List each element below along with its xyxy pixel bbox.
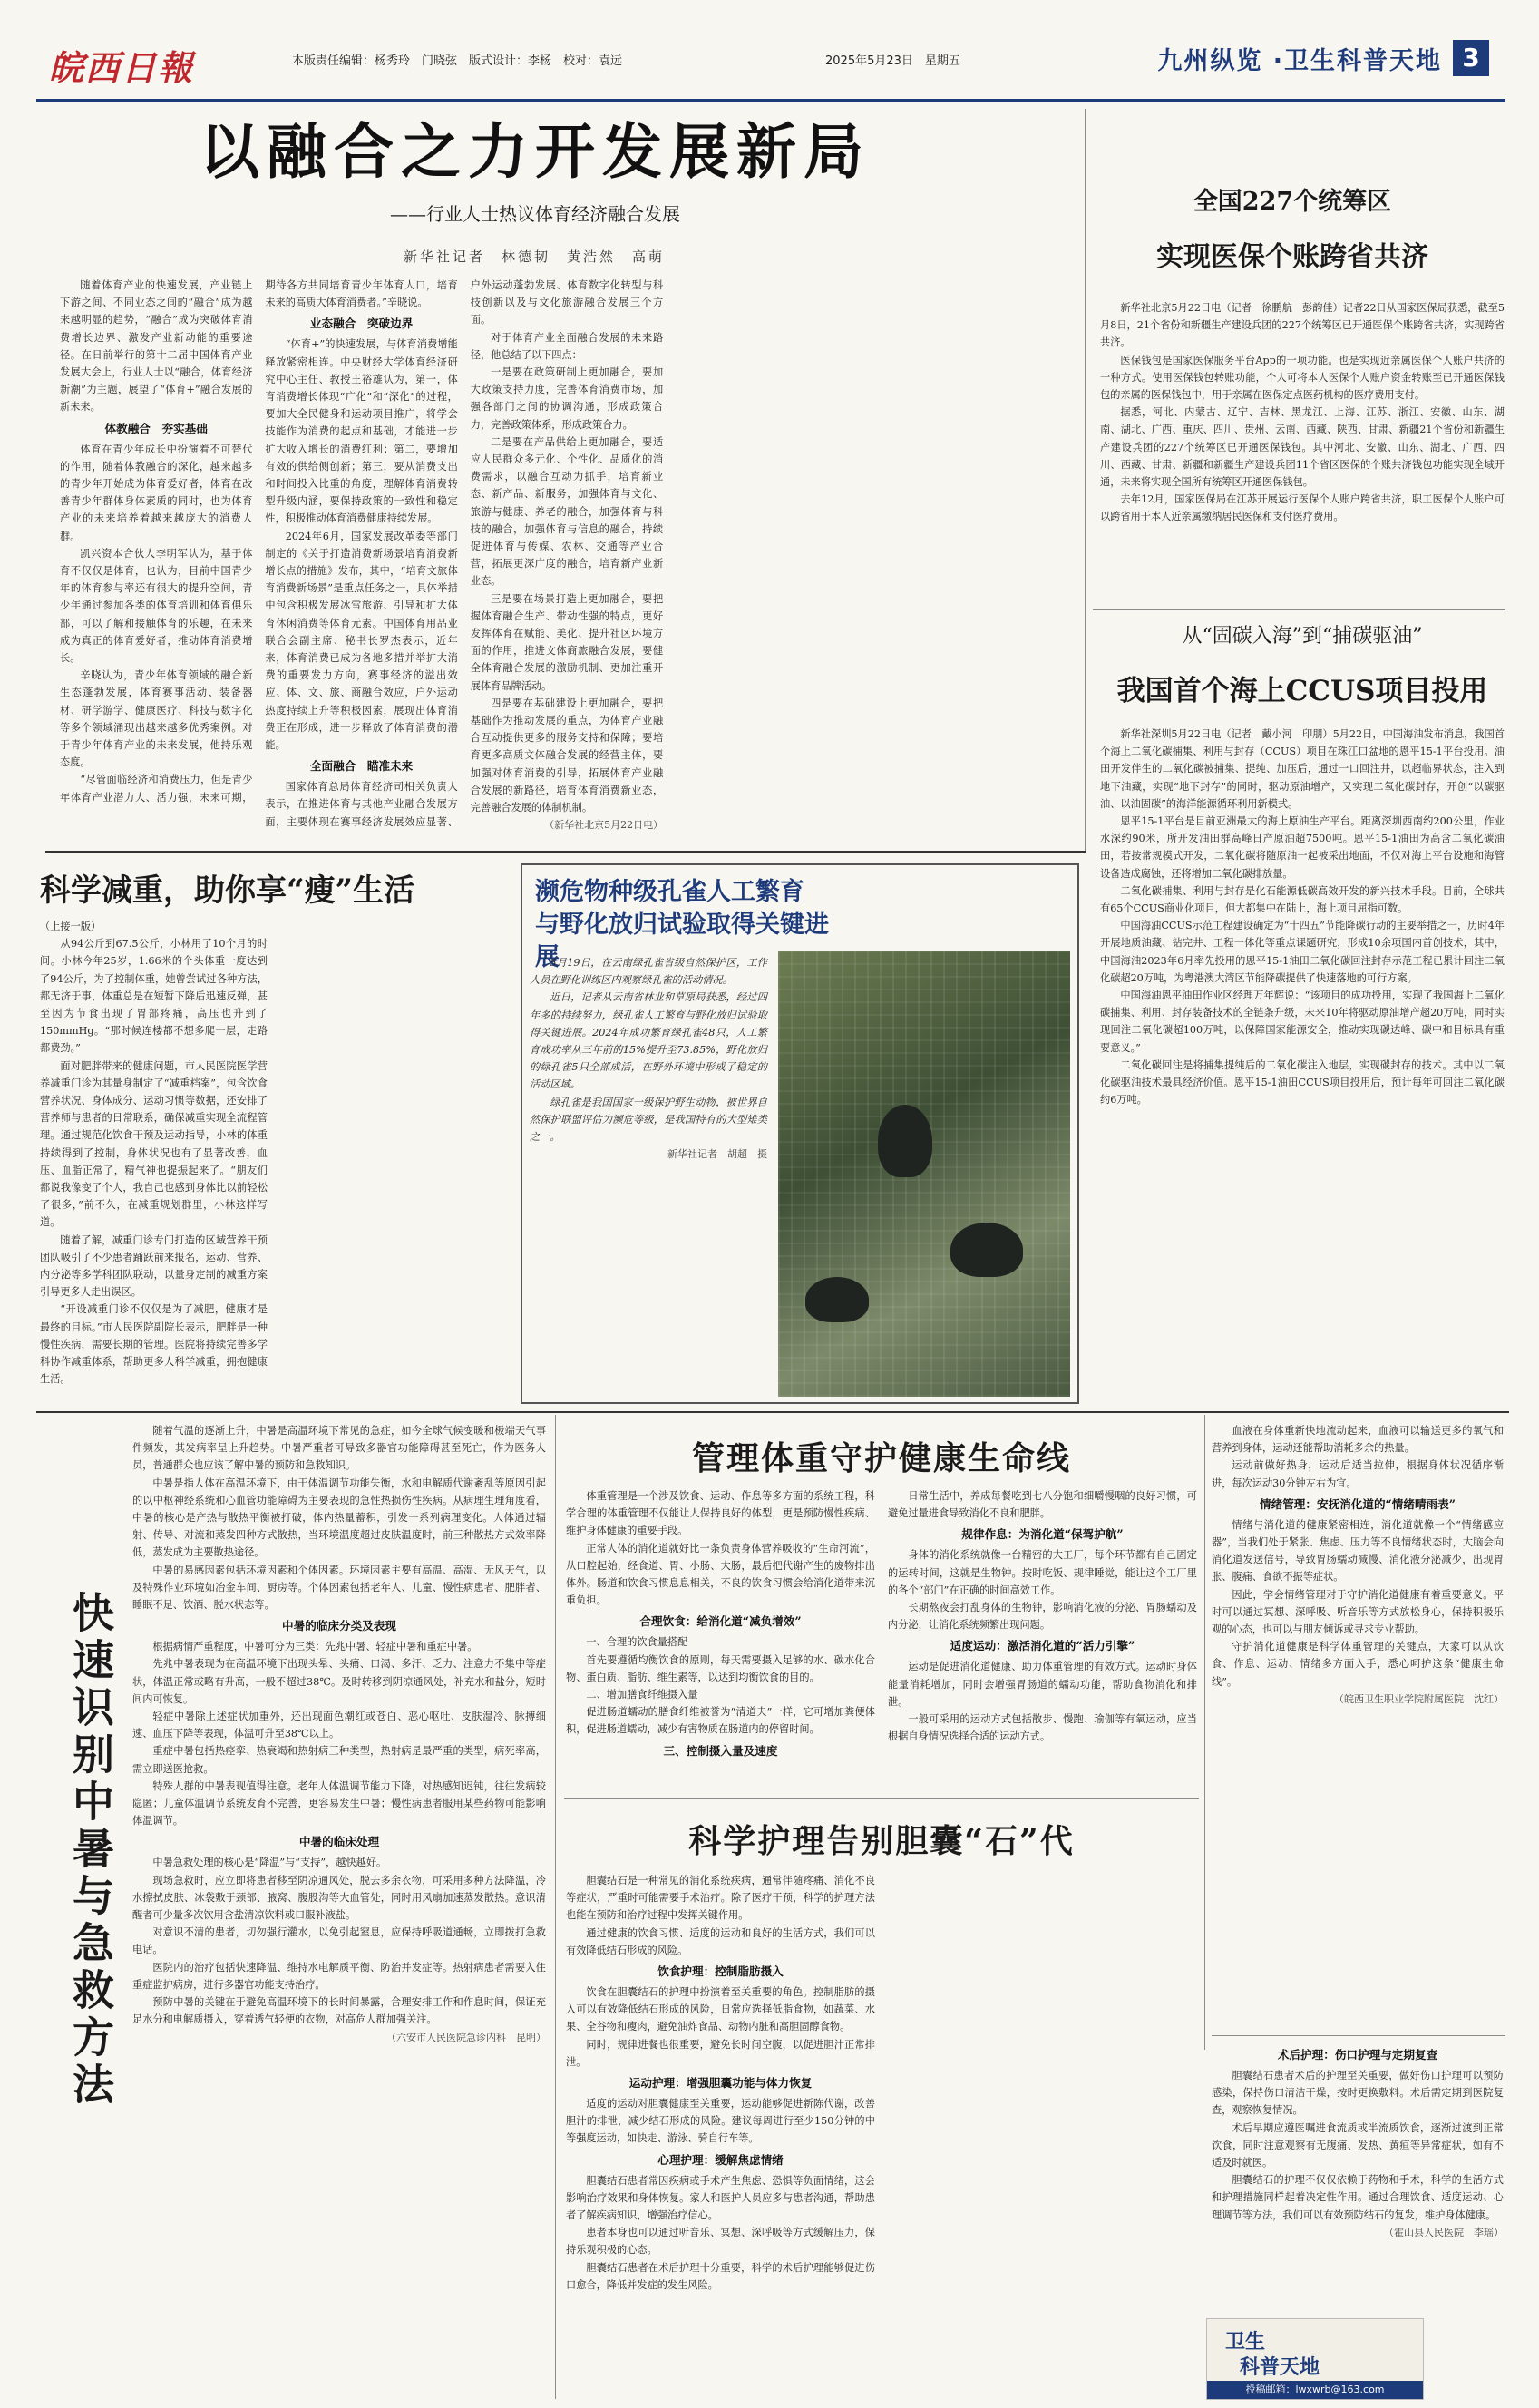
a3-kicker: 从“固碳入海”到“捕碳驱油” [1182, 625, 1423, 648]
divider [36, 1411, 1509, 1413]
column-tag-line1: 卫生 [1225, 2330, 1266, 2354]
a1-subhead: 全面融合 瞄准未来 [309, 759, 414, 774]
a6-paragraph: 随着气温的逐渐上升，中暑是高温环境下常见的急症，如今全球气候变暖和极端天气事件频发，其发病率呈上升趋势。中暑严重者可导致多器官功能障碍甚至死亡，作为医务人员，普通群众也应该了解中暑的预防和急救知识。 [132, 1425, 546, 1472]
peacock-figure [805, 1277, 869, 1322]
newspaper-logo: 皖西日報 [49, 47, 195, 88]
a8-credit: （霍山县人民医院 李瑶） [1384, 2226, 1504, 2238]
a7-subhead: 适度运动：激活消化道的“活力引擎” [950, 1639, 1135, 1653]
a7-subhead: 三、控制摄入量及速度 [663, 1743, 778, 1758]
a5-caption [530, 954, 767, 1399]
column-divider [555, 1415, 556, 2399]
a6-paragraph: 特殊人群的中暑表现值得注意。老年人体温调节能力下降，对热感知迟钝，往往发病较隐匿；儿童体温调节系统发育不完善，更容易发生中暑；慢性病患者服用某些药物可能影响体温调节。 [132, 1779, 546, 1828]
a6-paragraph: 重症中暑包括热痉挛、热衰竭和热射病三种类型，热射病是最严重的类型，病死率高，需立即送医抢救。 [132, 1745, 546, 1775]
submission-email: 投稿邮箱：lwxwrb@163.com [1207, 2381, 1423, 2399]
a7-paragraph: 体重管理是一个涉及饮食、运动、作息等多方面的系统工程，科学合理的体重管理不仅能让人保持良好的体型，更是预防慢性疾病、维护身体健康的重要手段。 [566, 1490, 875, 1537]
a3-paragraph: 中国海油CCUS示范工程建设确定为“十四五”节能降碳行动的主要举措之一，历时4年开展地质油藏、钻完井、工程一体化等重点课题研究，形成10余项国内首创技术，其中，中国海油2023年6月率先投用的恩平15-1油田二氧化碳回注封存示范工程已累计回注二氧化碳超20万吨，为粤港澳大湾区节能降碳提供了快速落地的可行方案。 [1100, 920, 1505, 984]
a8-paragraph: 胆囊结石的护理不仅仅依赖于药物和手术，科学的生活方式和护理措施同样起着决定性作用。通过合理饮食、适度运动、心理调节等方法，我们可以有效预防结石的复发，维护身体健康。 [1212, 2174, 1504, 2221]
a1-body [60, 277, 1074, 839]
section-title: 九州纵览 ·卫生科普天地 [1157, 47, 1442, 75]
a7-title: 管理体重守护健康生命线 [691, 1439, 1071, 1477]
a2-paragraph: 去年12月，国家医保局在江苏开展运行医保个人账户跨省共济，职工医保个人账户可以跨省用于本人近亲属缴纳居民医保和支付医疗费用。 [1100, 493, 1505, 523]
a8-paragraph: 胆囊结石患者在术后护理十分重要，科学的术后护理能够促进伤口愈合，降低并发症的发生风险。 [566, 2261, 875, 2291]
a4-source: （上接一版） [40, 921, 102, 932]
a8-paragraph: 胆囊结石患者术后的护理至关重要，做好伤口护理可以预防感染，保持伤口清洁干燥，按时更换敷料。术后需定期到医院复查，观察恢复情况。 [1212, 2070, 1504, 2117]
a4-paragraph: 随着了解，减重门诊专门打造的区域营养干预团队吸引了不少患者踊跃前来报名，运动、营养、内分泌等多学科团队联动，以量身定制的减重方案引导更多人走出误区。 [40, 1233, 268, 1299]
a5-title-line1: 濒危物种级孔雀人工繁育 [535, 878, 804, 906]
a5-paragraph: 近日，记者从云南省林业和草原局获悉，经过四年多的持续努力，绿孔雀人工繁育与野化放归试验取得关键进展。2024年成功繁育绿孔雀48只，人工繁育成功率从三年前的15%提升至73.85%，野化放归的绿孔雀5只全部成活，在野外环境中形成了稳定的活动区域。 [530, 991, 767, 1091]
a8-subhead: 心理护理：缓解焦虑情绪 [657, 2152, 784, 2167]
column-divider [1085, 109, 1086, 853]
editor-credits: 本版责任编辑：杨秀玲 门晓弦 版式设计：李杨 校对：袁远 [292, 54, 623, 68]
a1-subhead: 业态融合 突破边界 [309, 317, 414, 331]
a1-paragraph: 三是要在场景打造上更加融合，要把握体育融合生产、带动性强的特点，更好发挥体育在赋能、美化、提升社区环境方面的作用，推进文体商旅融合发展，要健全体育融合发展的激励机制、更加注重开展体育品牌活动。 [470, 592, 664, 692]
a1-subtitle: ——行业人士热议体育经济融合发展 [390, 203, 680, 225]
a7-subhead: 规律作息：为消化道“保驾护航” [961, 1527, 1124, 1542]
a7-paragraph: 正常人体的消化道就好比一条负责身体营养吸收的“生命河流”，从口腔起始，经食道、胃、小肠、大肠，最后把代谢产生的废物排出体外。肠道和饮食习惯息息相关，不良的饮食习惯会给消化道带来沉重负担。 [566, 1542, 875, 1607]
a7-body [566, 1487, 1197, 1787]
a1-title: 以融合之力开发展新局 [200, 116, 871, 187]
a6-paragraph: 对意识不清的患者，切勿强行灌水，以免引起窒息，应保持呼吸道通畅，立即拨打急救电话。 [132, 1926, 546, 1956]
a7-subhead: 情绪管理：安抚消化道的“情绪晴雨表” [1260, 1496, 1456, 1511]
a7-paragraph: 运动是促进消化道健康、助力体重管理的有效方式。运动时身体能量消耗增加，同时会增强胃肠道的蠕动功能，帮助食物消化和排泄。 [888, 1661, 1197, 1708]
peacock-figure [950, 1223, 1023, 1277]
a2-paragraph: 医保钱包是国家医保服务平台App的一项功能。也是实现近亲属医保个人账户共济的一种方式。使用医保钱包转账功能，个人可将本人医保个人账户资金转账至已开通医保钱包的亲属的医保钱包中，用于亲属在医保定点医药机构的医疗费用支付。 [1100, 354, 1505, 402]
a8-paragraph: 胆囊结石是一种常见的消化系统疾病，通常伴随疼痛、消化不良等症状，严重时可能需要手术治疗。除了医疗干预，科学的护理方法也能在预防和治疗过程中发挥关键作用。 [566, 1875, 875, 1922]
a6-paragraph: 中暑的易感因素包括环境因素和个体因素。环境因素主要有高温、高湿、无风天气，以及特殊作业环境如冶金车间、厨房等。个体因素包括老年人、儿童、慢性病患者、肥胖者、睡眠不足、饮酒、脱水状态等。 [132, 1564, 546, 1612]
a7-paragraph: 首先要遵循均衡饮食的原则，每天需要摄入足够的水、碳水化合物、蛋白质、脂肪、维生素等，以达到均衡饮食的目的。 [566, 1653, 875, 1683]
a6-paragraph: 先兆中暑表现为在高温环境下出现头晕、头痛、口渴、多汗、乏力、注意力不集中等症状，体温正常或略有升高，一般不超过38℃。及时转移到阴凉通风处，补充水和盐分，短时间内可恢复。 [132, 1658, 546, 1705]
a7-paragraph: 守护消化道健康是科学体重管理的关键点，大家可以从饮食、作息、运动、情绪多方面入手，悉心呵护这条“健康生命线”。 [1212, 1641, 1504, 1688]
a3-paragraph: 中国海油恩平油田作业区经理万年辉说：“该项目的成功投用，实现了我国海上二氧化碳捕集、利用、封存装备技术的全链条升级，未来10年将驱动原油增产超20万吨，同时实现回注二氧化碳超100万吨，以保障国家能源安全，推动实现碳达峰、碳中和目标具有重要意义。” [1100, 990, 1505, 1054]
a1-paragraph: 四是要在基础建设上更加融合，要把基础作为推动发展的重点，为体育产业融合互动提供更多的服务支持和保障；要培育更多高质文体融合发展的经营主体，要加强对体育消费的引导，拓展体育产业融合发展的新路径，培育体育消费新业态，完善融合发展的体制机制。 [470, 697, 664, 814]
a1-paragraph: 2024年6月，国家发展改革委等部门制定的《关于打造消费新场景培育消费新增长点的措施》发布，其中，“培育文旅体育消费新场景”是重点任务之一，具体举措中包含积极发展冰雪旅游、引导和扩大体育休闲消费等体育元素。中国体育用品业联合会副主席、秘书长罗杰表示，近年来，体育消费已成为各地多措并举扩大消费的重要发力方向，赛事经济的溢出效应、体、文、旅、商融合效应，户外运动热度持续上升等积极因素，展现出体育消费正在形成，进一步释放了体育消费的潜能。 [265, 530, 458, 752]
a7-paragraph: 身体的消化系统就像一台精密的大工厂，每个环节都有自己固定的运转时间，这就是生物钟。按时吃饭、规律睡觉，能让这个工厂里的各个“部门”在正确的时间高效工作。 [888, 1549, 1197, 1596]
a4-paragraph: 面对肥胖带来的健康问题，市人民医院医学营养减重门诊为其量身制定了“减重档案”，包含饮食营养状况、身体成分、运动习惯等数据，还安排了营养师与患者的日常联系，确保减重实现全流程管理。通过规范化饮食干预及运动指导，小林的体重持续得到了控制，身体状况也有了显著改善，血压、血脂正常了，精气神也提振起来了。“朋友们都说我像变了个人，我自己也感到身体比以前轻松了很多，”前不久，在减重规划群里，小林这样写道。 [40, 1059, 268, 1229]
a3-title: 我国首个海上CCUS项目投用 [1116, 675, 1488, 707]
a8-paragraph: 适度的运动对胆囊健康至关重要，运动能够促进新陈代谢，改善胆汁的排泄，减少结石形成的风险。建议每周进行至少150分钟的中等强度运动，如快走、游泳、骑自行车等。 [566, 2098, 875, 2145]
a1-paragraph: 对于体育产业全面融合发展的未来路径，他总结了以下四点： [470, 331, 664, 361]
a6-credit: （六安市人民医院急诊内科 昆明） [386, 2031, 546, 2043]
a1-credit: （新华社北京5月22日电） [544, 819, 664, 832]
a5-paragraph: 5月19日，在云南绿孔雀省级自然保护区，工作人员在野化训练区内观察绿孔雀的活动情况。 [530, 957, 767, 987]
a5-title-line2: 与野化放归试验取得关键进展 [535, 911, 829, 971]
issue-date: 2025年5月23日 星期五 [825, 54, 960, 68]
a8-paragraph: 胆囊结石患者常因疾病或手术产生焦虑、恐惧等负面情绪，这会影响治疗效果和身体恢复。家人和医护人员应多与患者沟通，帮助患者了解疾病知识，增强治疗信心。 [566, 2174, 875, 2222]
a4-paragraph: “开设减重门诊不仅仅是为了减肥，健康才是最终的目标。”市人民医院副院长表示，肥胖是一种慢性疾病，需要长期的管理。医院将持续完善多学科协作减重体系，帮助更多人科学减重，拥抱健康生活。 [40, 1303, 268, 1386]
a8-paragraph: 患者本身也可以通过听音乐、冥想、深呼吸等方式缓解压力，保持乐观积极的心态。 [566, 2227, 875, 2257]
divider [1212, 2035, 1505, 2036]
a4-title: 科学减重，助你享“瘦”生活 [40, 873, 415, 909]
a7-paragraph: 长期熬夜会打乱身体的生物钟，影响消化液的分泌、胃肠蠕动及内分泌，让消化系统频繁出现问题。 [888, 1602, 1197, 1632]
a7-paragraph: 血液在身体重新快地流动起来，血液可以输送更多的氧气和营养到身体，运动还能帮助消耗多余的热量。 [1212, 1425, 1504, 1455]
a6-paragraph: 轻症中暑除上述症状加重外，还出现面色潮红或苍白、恶心呕吐、皮肤湿冷、脉搏细速、血压下降等表现，体温可升至38℃以上。 [132, 1711, 546, 1740]
a7-paragraph: 因此，学会情绪管理对于守护消化道健康有着重要意义。平时可以通过冥想、深呼吸、听音乐等方式放松身心，保持积极乐观的心态，也可以与朋友倾诉或寻求专业帮助。 [1212, 1588, 1504, 1636]
a1-paragraph: “尽管面临经济和消费压力，但是青少年体育产业潜力大、活力强，未来可期，期待各方共同培育青少年体育人口，培育未来的高质大体育消费者。”辛晓说。 [60, 279, 458, 804]
a1-paragraph: 二是要在产品供给上更加融合，要适应人民群众多元化、个性化、品质化的消费需求，以融合互动为抓手，培育新业态、新产品、新服务，加强体育与文化、旅游与健康、养老的融合，加强体育与科技的融合，加强体育与信息的融合，持续促进体育与传媒、农林、交通等产业合营，拓展更深广度的融合，培育新产业新业态。 [470, 435, 664, 588]
a1-byline: 新华社记者 林德韧 黄浩然 高萌 [404, 249, 666, 265]
a8-body-continued [1212, 2042, 1504, 2311]
a1-subhead: 体教融合 夯实基础 [104, 421, 208, 435]
a1-paragraph: 辛晓认为，青少年体育领域的融合新生态蓬勃发展，体育赛事活动、装备器材、研学游学、健康医疗、科技与数字化等多个领域涌现出越来越多优秀案例。对于青少年体育产业的未来发展，他持乐观态度。 [60, 669, 253, 769]
a5-paragraph: 绿孔雀是我国国家一级保护野生动物，被世界自然保护联盟评估为濒危等级，是我国特有的大型雉类之一。 [530, 1096, 767, 1144]
a3-paragraph: 新华社深圳5月22日电（记者 戴小河 印朋）5月22日，中国海油发布消息，我国首个海上二氧化碳捕集、利用与封存（CCUS）项目在珠江口盆地的恩平15-1平台投用。油田开发伴生的二氧化碳被捕集、提纯、加压后，通过一口回注井，以超临界状态，注入到地下油藏，实现“地下封存”的同时，驱动原油增产，又实现二氧化碳封存，开创“以碳驱油、以油固碳”的海洋能源循环利用新模式。 [1100, 728, 1505, 810]
a7-paragraph: 情绪与消化道的健康紧密相连，消化道就像一个“情绪感应器”，当我们处于紧张、焦虑、压力等不良情绪状态时，大脑会向消化道发送信号，导致胃肠蠕动减慢、消化液分泌减少，出现胃胀、腹痛、食欲不振等症状。 [1212, 1518, 1504, 1584]
a2-title-line1: 全国227个统筹区 [1193, 188, 1392, 216]
page-number: 3 [1453, 40, 1489, 76]
a2-paragraph: 据悉，河北、内蒙古、辽宁、吉林、黑龙江、上海、江苏、浙江、安徽、山东、湖南、湖北、广西、重庆、四川、贵州、云南、西藏、陕西、甘肃、新疆21个省份和新疆生产建设兵团的227个统筹区已开通医保钱包。其中河北、安徽、山东、湖北、广西、四川、西藏、甘肃、新疆和新疆生产建设兵团11个省区医保的个账共济钱包功能实现全域开通，未来将实现全国所有统筹区开通医保钱包。 [1100, 406, 1505, 489]
a3-paragraph: 恩平15-1平台是目前亚洲最大的海上原油生产平台。距离深圳西南约200公里，作业水深约90米，所开发油田群高峰日产原油超7500吨。恩平15-1油田为高含二氧化碳油田，若按常规模式开发，二氧化碳将随原油一起被采出地面，不仅对海上平台设施和海管设备造成腐蚀，还将增加二氧化碳排放量。 [1100, 815, 1505, 880]
a1-paragraph: “体育+”的快速发展，与体育消费增能释放紧密相连。中央财经大学体育经济研究中心主任、教授王裕雄认为，第一，体育消费增长体现“广化”和“深化”的过程，要加大全民健身和运动项目推广，将学会技能作为消费的起点和基础，才能进一步扩大收入增长的消费红利；第二，要增加有效的供给侧创新；第三，要从消费支出和时间投入比重的角度，理解体育消费转型升级内涵，要保持政策的一致性和稳定性，积极推动体育消费健康持续发展。 [265, 338, 458, 525]
peacock-figure [878, 1105, 932, 1177]
a7-body-continued [1212, 1422, 1504, 2030]
a6-paragraph: 中暑急救处理的核心是“降温”与“支持”，越快越好。 [152, 1857, 387, 1869]
a8-paragraph: 同时，规律进餐也很重要，避免长时间空腹，以促进胆汁正常排泄。 [566, 2038, 875, 2068]
a6-paragraph: 中暑是指人体在高温环境下，由于体温调节功能失衡，水和电解质代谢紊乱等原因引起的以中枢神经系统和心血管功能障碍为主要表现的急性热损伤性疾病。从病理生理角度看，中暑的核心是产热与散热平衡被打破，体内热量蓄积，引发一系列病理变化。人体通过辐射、传导、对流和蒸发四种方式散热，当环境温度超过皮肤温度时，前三种散热方式效率降低，蒸发成为主要散热途径。 [132, 1477, 546, 1559]
a7-paragraph: 促进肠道蠕动的膳食纤维被誉为“清道夫”一样，它可增加粪便体积，促进肠道蠕动，减少有害物质在肠道内的停留时间。 [566, 1706, 875, 1736]
a6-subhead: 中暑的临床处理 [298, 1835, 380, 1849]
a7-paragraph: 日常生活中，养成每餐吃到七八分饱和细嚼慢咽的良好习惯，可避免过量进食导致消化不良和肥胖。 [888, 1490, 1197, 1520]
masthead [36, 34, 1505, 102]
column-tag-line2: 科普天地 [1240, 2355, 1320, 2379]
a1-paragraph: 凯兴资本合伙人李明军认为，基于体育不仅仅是体育，也认为，目前中国青少年的体育参与率还有很大的提升空间，青少年通过参加各类的体育培训和体育俱乐部，可以了解和接触体育的乐趣，在未来成为真正的体育爱好者，推动体育消费增长。 [60, 547, 253, 665]
a7-credit: （皖西卫生职业学院附属医院 沈红） [1334, 1692, 1504, 1705]
a8-subhead: 饮食护理：控制脂肪摄入 [657, 1964, 784, 1979]
a2-paragraph: 新华社北京5月22日电（记者 徐鹏航 彭韵佳）记者22日从国家医保局获悉，截至5月8日，21个省份和新疆生产建设兵团的227个统筹区已开通医保个账跨省共济，实现跨省共济。 [1100, 302, 1505, 349]
a8-paragraph: 饮食在胆囊结石的护理中扮演着至关重要的角色。控制脂肪的摄入可以有效降低结石形成的风险，日常应选择低脂食物，如蔬菜、水果、全谷物和瘦肉，避免油炸食品、动物内脏和高胆固醇食物。 [566, 1986, 875, 2033]
a3-body [1100, 726, 1505, 1401]
a1-paragraph: 国家体育总局体育经济司相关负责人表示，在推进体育与其他产业融合发展方面，主要体现在赛事经济发展效应显著、户外运动蓬勃发展、体育数字化转型与科技创新以及与文化旅游融合发展三个方面。 [265, 279, 664, 828]
a1-title-block [82, 111, 1061, 198]
a5-photo-credit: 新华社记者 胡超 摄 [667, 1148, 767, 1161]
peacock-photo [778, 951, 1070, 1397]
a1-paragraph: 一是要在政策研制上更加融合，要加大政策支持力度，完善体育消费市场，加强各部门之间的协调沟通，形成政策合力，完善政策体系，形成政策合力。 [470, 366, 664, 431]
a7-paragraph: 一、合理的饮食量搭配 [586, 1636, 688, 1649]
a8-body [566, 1872, 1197, 2398]
a8-paragraph: 术后早期应遵医嘱进食流质或半流质饮食，逐渐过渡到正常饮食，同时注意观察有无腹痛、发热、黄疸等异常症状，如有不适及时就医。 [1212, 2121, 1504, 2169]
a4-paragraph: 从94公斤到67.5公斤，小林用了10个月的时间。小林今年25岁，1.66米的个头体重一度达到了94公斤，为了控制体重，她曾尝试过各种方法，都无济于事，体重总是在短暂下降后迅速反弹，甚至因为节食出现了胃部疼痛，高压也升到了150mmHg。“那时候连楼都不想多爬一层，走路都费劲。” [40, 938, 268, 1055]
a4-body [40, 918, 508, 1408]
a1-paragraph: 体育在青少年成长中扮演着不可替代的作用，随着体教融合的深化，越来越多的青少年开始成为体育爱好者，体育在改善青少年群体身体素质的同时，也为体育产业的未来培养着越来越庞大的消费人群。 [60, 443, 253, 542]
a8-paragraph: 通过健康的饮食习惯、适度的运动和良好的生活方式，我们可以有效降低结石形成的风险。 [566, 1926, 875, 1956]
a6-paragraph: 医院内的治疗包括快速降温、维持水电解质平衡、防治并发症等。热射病患者需要入住重症监护病房，进行多器官功能支持治疗。 [132, 1961, 546, 1991]
a3-paragraph: 二氧化碳捕集、利用与封存是化石能源低碳高效开发的新兴技术手段。目前，全球共有65个CCUS商业化项目，但大都集中在陆上，海上项目屈指可数。 [1100, 884, 1505, 915]
a5-title [535, 876, 843, 971]
a1-paragraph: 随着体育产业的快速发展，产业链上下游之间、不同业态之间的“融合”成为越来越明显的趋势，“融合”成为突破体育消费增长边界、激发产业新动能的重要途径。在日前举行的第十二届中国体育产业发展大会上，行业人士以“融合，体育经济新潮”为主题，展望了“体育+”融合发展的新未来。 [60, 279, 253, 414]
divider [45, 851, 1086, 853]
a8-subhead: 运动护理：增强胆囊功能与体力恢复 [628, 2076, 813, 2091]
a3-paragraph: 二氧化碳回注是将捕集提纯后的二氧化碳注入地层，实现碳封存的技术。其中以二氧化碳驱油技术最具经济价值。恩平15-1油田CCUS项目投用后，预计每年可回注二氧化碳约6万吨。 [1100, 1058, 1505, 1107]
a2-body [1100, 299, 1505, 599]
a6-subhead: 中暑的临床分类及表现 [282, 1619, 396, 1633]
a2-title-line2: 实现医保个账跨省共济 [1156, 241, 1428, 273]
a6-body [132, 1422, 546, 2393]
column-tag [1206, 2318, 1424, 2400]
a7-paragraph: 二、增加膳食纤维摄入量 [586, 1689, 698, 1701]
a7-subhead: 合理饮食：给消化道“减负增效” [639, 1614, 802, 1629]
a6-paragraph: 现场急救时，应立即将患者移至阴凉通风处，脱去多余衣物，可采用多种方法降温，冷水擦拭皮肤、冰袋敷于颈部、腋窝、腹股沟等大血管处，同时用风扇加速蒸发散热。意识清醒者可少量多次饮用含盐清凉饮料或口服补液盐。 [132, 1874, 546, 1922]
a8-subhead: 术后护理：伤口护理与定期复查 [1277, 2048, 1438, 2062]
a6-title: 快速识别中暑与急救方法 [66, 1591, 115, 2110]
a7-paragraph: 一般可采用的运动方式包括散步、慢跑、瑜伽等有氧运动，应当根据自身情况选择合适的运动方式。 [888, 1713, 1197, 1743]
column-divider [1204, 1415, 1205, 2050]
divider [1093, 609, 1505, 610]
a8-title: 科学护理告别胆囊“石”代 [688, 1822, 1075, 1860]
a6-paragraph: 根据病情严重程度，中暑可分为三类：先兆中暑、轻症中暑和重症中暑。 [152, 1641, 478, 1653]
a7-paragraph: 运动前做好热身，运动后适当拉伸，根据身体状况循序渐进，每次运动30分钟左右为宜。 [1212, 1459, 1504, 1489]
a6-paragraph: 预防中暑的关键在于避免高温环境下的长时间暴露，合理安排工作和作息时间，保证充足水分和电解质摄入，穿着透气轻便的衣物，对高危人群加强关注。 [132, 1996, 546, 2026]
divider [564, 1798, 1199, 1799]
